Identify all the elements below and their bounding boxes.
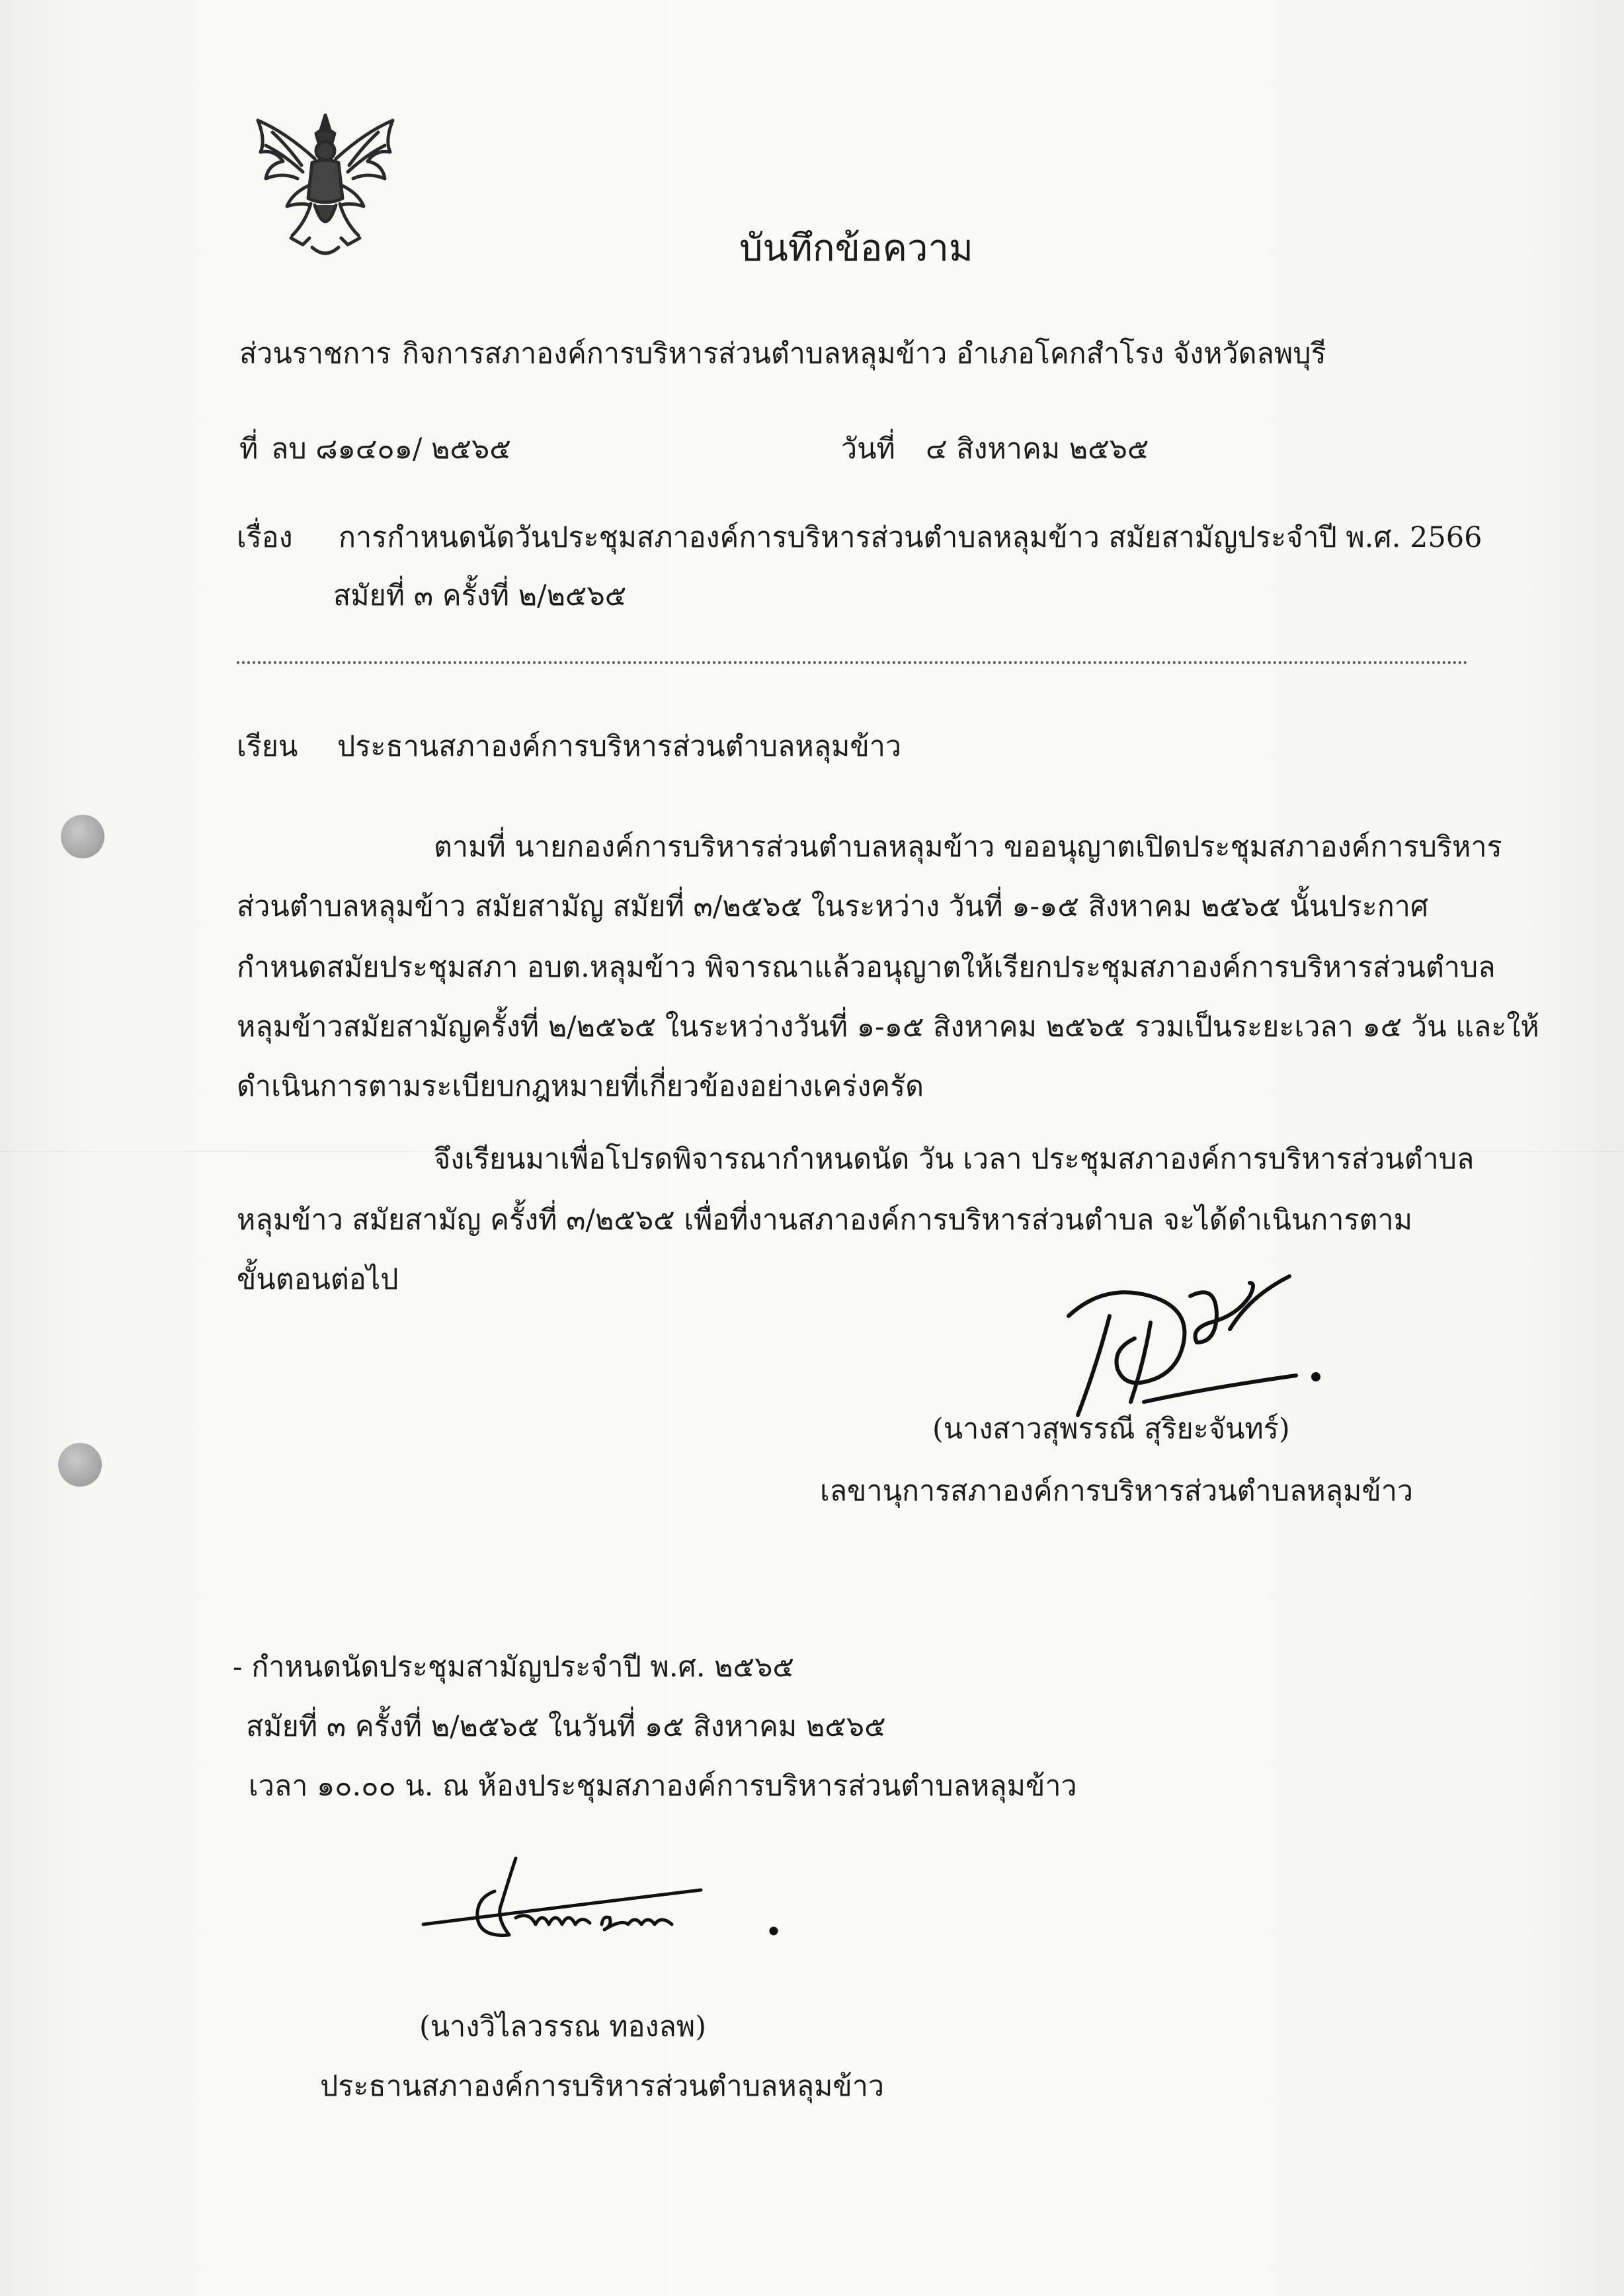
para1-line: หลุมข้าวสมัยสามัญครั้งที่ ๒/๒๕๖๕ ในระหว่างวันที่ ๑-๑๕ สิงหาคม ๒๕๖๕ รวมเป็นระยะเวลา ๑๕ วัน และให้ — [237, 1010, 1539, 1044]
chairperson-signature — [417, 1852, 787, 1971]
salutation-label: เรียน — [237, 730, 298, 763]
dotted-divider — [237, 655, 1468, 664]
para2-line: หลุมข้าว สมัยสามัญ ครั้งที่ ๓/๒๕๖๕ เพื่อที่งานสภาองค์การบริหารส่วนตำบล จะได้ดำเนินการตาม — [237, 1204, 1412, 1237]
salutation-recipient: ประธานสภาองค์การบริหารส่วนตำบลหลุมข้าว — [337, 730, 902, 763]
para1-line: กำหนดสมัยประชุมสภา อบต.หลุมข้าว พิจารณาแล้วอนุญาตให้เรียกประชุมสภาองค์การบริหารส่วนตำบล — [237, 951, 1496, 984]
subject-line-2: สมัยที่ ๓ ครั้งที่ ๒/๒๕๖๕ — [333, 579, 627, 612]
secretary-title: เลขานุการสภาองค์การบริหารส่วนตำบลหลุมข้าว — [820, 1475, 1414, 1508]
para1-line: ส่วนตำบลหลุมข้าว สมัยสามัญ สมัยที่ ๓/๒๕๖๕ ในระหว่าง วันที่ ๑-๑๕ สิงหาคม ๒๕๖๕ นั้นประกาศ — [237, 890, 1429, 923]
note-line: สมัยที่ ๓ ครั้งที่ ๒/๒๕๖๕ ในวันที่ ๑๕ สิงหาคม ๒๕๖๕ — [246, 1710, 886, 1743]
para1-line: ดำเนินการตามระเบียบกฎหมายที่เกี่ยวข้องอย่างเคร่งครัด — [237, 1070, 924, 1103]
para2-line: ขั้นตอนต่อไป — [237, 1263, 399, 1296]
para2-line: จึงเรียนมาเพื่อโปรดพิจารณากำหนดนัด วัน เวลา ประชุมสภาองค์การบริหารส่วนตำบล — [434, 1143, 1475, 1176]
memo-title: บันทึกข้อความ — [739, 227, 973, 270]
note-line: เวลา ๑๐.๐๐ น. ณ ห้องประชุมสภาองค์การบริหารส่วนตำบลหลุมข้าว — [249, 1770, 1077, 1803]
chairperson-title: ประธานสภาองค์การบริหารส่วนตำบลหลุมข้าว — [320, 2070, 885, 2103]
para1-line: ตามที่ นายกองค์การบริหารส่วนตำบลหลุมข้าว ขออนุญาตเปิดประชุมสภาองค์การบริหาร — [434, 831, 1502, 864]
secretary-name: (นางสาวสุพรรณี สุริยะจันทร์) — [932, 1413, 1290, 1446]
agency-label: ส่วนราชการ — [239, 337, 391, 370]
secretary-signature — [1051, 1270, 1329, 1435]
date-label: วันที่ — [841, 432, 895, 466]
ref-number: ลบ ๘๑๔๐๑/ ๒๕๖๕ — [271, 432, 511, 466]
memo-date: ๔ สิงหาคม ๒๕๖๕ — [926, 432, 1149, 466]
ref-label: ที่ — [239, 432, 259, 466]
subject-line-1: การกำหนดนัดวันประชุมสภาองค์การบริหารส่วนตำบลหลุมข้าว สมัยสามัญประจำปี พ.ศ. 2566 — [339, 521, 1482, 554]
subject-label: เรื่อง — [237, 521, 293, 554]
note-line: - กำหนดนัดประชุมสามัญประจำปี พ.ศ. ๒๕๖๕ — [233, 1651, 794, 1684]
punch-hole-bottom — [58, 1443, 102, 1487]
garuda-emblem — [246, 106, 405, 265]
punch-hole-top — [61, 815, 104, 858]
chairperson-name: (นางวิไลวรรณ ทองลพ) — [419, 2010, 706, 2043]
agency-name: กิจการสภาองค์การบริหารส่วนตำบลหลุมข้าว อำเภอโคกสำโรง จังหวัดลพบุรี — [402, 337, 1326, 370]
